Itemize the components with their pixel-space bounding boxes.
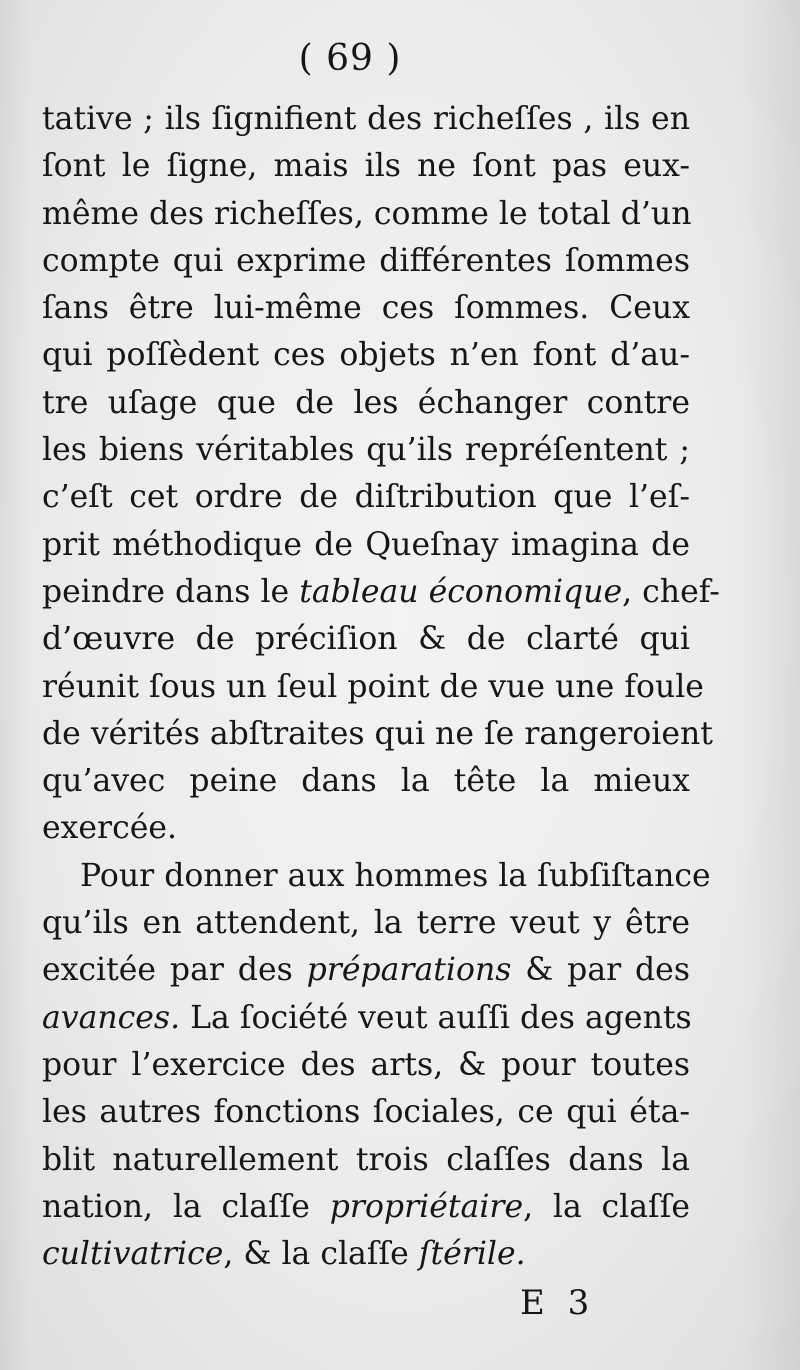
text-segment: tre uſage que de les échanger contre	[42, 384, 690, 421]
signature-mark: E 3	[520, 1283, 596, 1323]
text-line	[42, 947, 690, 994]
text-line	[42, 427, 690, 474]
text-segment: qui poſſèdent ces objets n’en font d’au-	[42, 337, 690, 374]
text-segment: même des richeſſes, comme le total d’un	[42, 195, 692, 232]
text-segment: tative ; ils ſignifient des richeſſes , ils en	[42, 101, 690, 137]
page-gutter-shadow	[0, 0, 30, 1370]
text-segment: ſont le ſigne, mais ils ne ſont pas eux-	[42, 148, 690, 185]
text-segment: excitée par des	[42, 952, 307, 989]
text-line	[42, 758, 690, 805]
text-segment: & par des	[511, 952, 690, 989]
text-line	[42, 995, 690, 1042]
text-line	[42, 191, 690, 238]
text-line	[42, 1137, 690, 1184]
text-line	[42, 569, 720, 616]
text-segment: , la claſſe	[523, 1188, 690, 1225]
text-segment: les biens véritables qu’ils repréſentent ;	[42, 432, 690, 469]
italic-text: ſtérile.	[418, 1236, 526, 1273]
text-segment: compte qui exprime différentes ſommes	[42, 242, 690, 279]
text-segment: de vérités abſtraites qui ne ſe rangeroient	[42, 715, 713, 752]
text-segment: les autres fonctions ſociales, ce qui éta-	[42, 1094, 690, 1131]
text-line	[42, 1231, 690, 1278]
text-line	[42, 474, 690, 521]
paragraph	[42, 853, 711, 1279]
text-line	[42, 238, 690, 285]
text-line	[42, 711, 713, 758]
text-line	[42, 96, 690, 143]
italic-text: avances.	[42, 999, 181, 1036]
text-line	[42, 1089, 690, 1136]
text-line	[42, 664, 704, 711]
text-line	[42, 380, 690, 427]
italic-text: préparations	[306, 952, 512, 989]
text-segment: exercée.	[42, 810, 178, 847]
text-segment: qu’ils en attendent, la terre veut y être	[42, 905, 690, 942]
page-edge-shadow	[740, 0, 800, 1370]
text-segment: Pour donner aux hommes la ſubſiſtance	[80, 857, 711, 894]
text-segment: La ſociété veut auſſi des agents	[180, 999, 692, 1036]
text-segment: nation, la claſſe	[42, 1188, 330, 1225]
text-segment: réunit ſous un ſeul point de vue une foule	[42, 668, 704, 705]
italic-text: cultivatrice	[42, 1236, 224, 1273]
text-segment: c’eſt cet ordre de diſtribution que l’eſ-	[42, 479, 690, 516]
text-segment: qu’avec peine dans la tête la mieux	[42, 763, 690, 800]
text-line	[42, 853, 711, 900]
text-line	[42, 616, 690, 663]
text-line	[42, 1042, 690, 1089]
text-line	[42, 522, 690, 569]
text-segment: prit méthodique de Queſnay imagina de	[42, 526, 690, 563]
italic-text: tableau économique	[299, 573, 623, 610]
text-line	[42, 900, 690, 947]
body-text	[42, 96, 720, 1278]
text-segment: ſans être lui-même ces ſommes. Ceux	[42, 290, 690, 327]
page-number: ( 69 )	[298, 38, 402, 79]
text-segment: , & la claſſe	[223, 1236, 419, 1273]
text-line	[42, 1184, 690, 1231]
text-line	[42, 143, 690, 190]
text-segment: pour l’exercice des arts, & pour toutes	[42, 1046, 690, 1083]
text-line	[42, 805, 690, 852]
text-line	[42, 332, 690, 379]
text-line	[42, 285, 690, 332]
paragraph	[42, 96, 720, 853]
text-segment: peindre dans le	[42, 573, 300, 610]
text-segment: d’œuvre de préciſion & de clarté qui	[42, 621, 690, 658]
italic-text: propriétaire	[329, 1188, 524, 1225]
text-segment: , chef-	[622, 573, 720, 610]
text-segment: blit naturellement trois claſſes dans la	[42, 1141, 690, 1178]
